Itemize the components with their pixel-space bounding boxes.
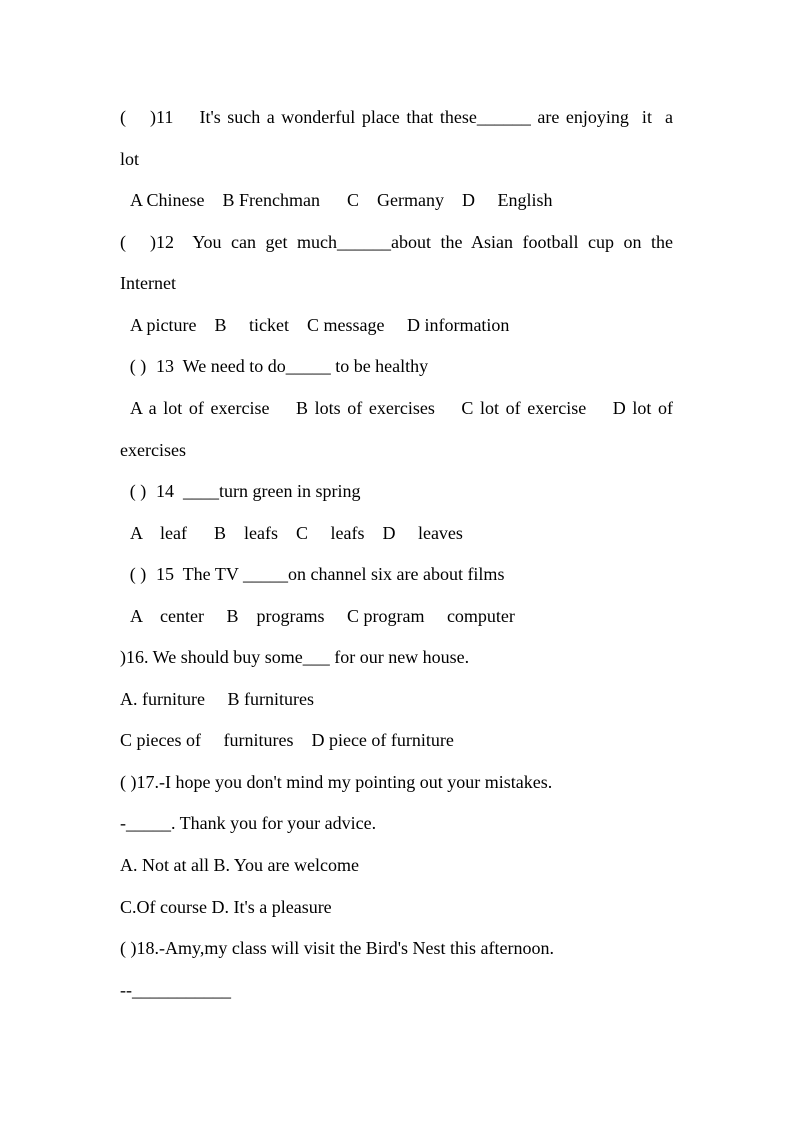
- question-14-answer-bracket: ( ): [129, 481, 147, 502]
- question-13-options-line-2: exercises: [120, 439, 186, 460]
- question-13-stem-text: 13 We need to do_____ to be healthy: [156, 356, 429, 377]
- question-11-answer-bracket: ( ): [120, 107, 156, 128]
- question-16: [120, 637, 673, 762]
- question-17: [120, 762, 673, 928]
- question-11-stem-line-2: lot: [120, 148, 140, 169]
- question-15-options: A center B programs C program computer: [130, 605, 515, 626]
- question-17-options-line-1: A. Not at all B. You are welcome: [120, 855, 359, 876]
- question-11: [120, 97, 673, 222]
- question-17-options-line-2: C.Of course D. It's a pleasure: [120, 896, 332, 917]
- question-14-options: A leaf B leafs C leafs D leaves: [130, 522, 463, 543]
- question-16-options-line-1: A. furniture B furnitures: [120, 688, 314, 709]
- question-13: [120, 346, 673, 471]
- question-12-stem-text: 12 You can get much______about the Asian football cup on the: [156, 231, 673, 252]
- question-14-stem-line-1: [120, 471, 673, 513]
- question-13-options-line-1: A a lot of exercise B lots of exercises C lot of exercise D lot of: [130, 398, 673, 419]
- question-12: [120, 222, 673, 347]
- question-14-stem-text: 14 ____turn green in spring: [156, 481, 361, 502]
- question-12-answer-bracket: ( ): [120, 231, 156, 252]
- question-list: [120, 97, 673, 1011]
- question-13-stem-line-1: [120, 346, 673, 388]
- question-16-options-line-2: C pieces of furnitures D piece of furniture: [120, 730, 454, 751]
- question-15-stem-line-1: [120, 554, 673, 596]
- question-11-stem-line-1: [120, 97, 673, 139]
- question-11-options: A Chinese B Frenchman C Germany D English: [130, 190, 553, 211]
- question-17-stem-line-1: ( )17.-I hope you don't mind my pointing out your mistakes.: [120, 771, 553, 792]
- question-11-stem-text: 11 It's such a wonderful place that these______ are enjoying it a: [156, 107, 673, 128]
- question-12-stem-line-1: [120, 222, 673, 264]
- question-12-stem-line-2: Internet: [120, 273, 176, 294]
- question-13-answer-bracket: ( ): [129, 356, 147, 377]
- question-18-stem-line-1: ( )18.-Amy,my class will visit the Bird's Nest this afternoon.: [120, 938, 555, 959]
- question-18-stem-line-2: --___________: [120, 979, 231, 1000]
- question-15-stem-text: 15 The TV _____on channel six are about films: [156, 564, 505, 585]
- question-12-options: A picture B ticket C message D information: [130, 314, 510, 335]
- question-15: [120, 554, 673, 637]
- question-18: [120, 928, 673, 1011]
- question-16-stem-line-1: )16. We should buy some___ for our new house.: [120, 647, 470, 668]
- question-14: [120, 471, 673, 554]
- question-15-answer-bracket: ( ): [129, 564, 147, 585]
- question-17-stem-line-2: -_____. Thank you for your advice.: [120, 813, 377, 834]
